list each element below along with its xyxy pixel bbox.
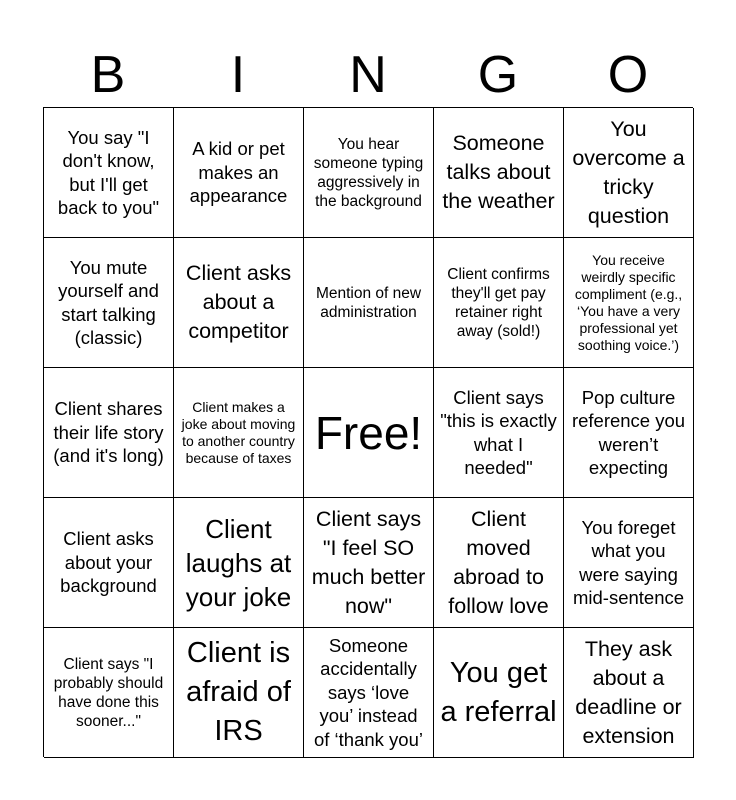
bingo-board	[43, 107, 693, 757]
bingo-cell-r1c4[interactable]	[434, 108, 564, 238]
bingo-cell-r4c4[interactable]	[434, 498, 564, 628]
bingo-cell-r4c5[interactable]	[564, 498, 694, 628]
bingo-cell-r5c2[interactable]	[174, 628, 304, 758]
cell-text: You get a referral	[440, 656, 557, 728]
bingo-cell-r3c1[interactable]	[44, 368, 174, 498]
header-letter-i: I	[230, 46, 246, 104]
cell-text: Client laughs at your joke	[185, 513, 292, 612]
cell-text: Client shares their life story (and it's long)	[53, 398, 164, 467]
bingo-cell-r3c2[interactable]	[174, 368, 304, 498]
bingo-cell-free[interactable]	[304, 368, 434, 498]
cell-text: A kid or pet makes an appearance	[189, 138, 288, 207]
cell-text: Mention of new administration	[315, 284, 422, 321]
bingo-cell-r5c5[interactable]	[564, 628, 694, 758]
cell-text: Client asks about a competitor	[185, 261, 292, 343]
cell-text: Client says "this is exactly what I needed"	[440, 386, 557, 478]
bingo-cell-r2c1[interactable]	[44, 238, 174, 368]
bingo-cell-r1c5[interactable]	[564, 108, 694, 238]
bingo-cell-r2c2[interactable]	[174, 238, 304, 368]
cell-text: Client makes a joke about moving to another country because of taxes	[181, 398, 296, 466]
cell-text: You overcome a tricky question	[572, 116, 685, 228]
header-letter-o: O	[607, 46, 649, 104]
cell-text: You foreget what you were saying mid-sentence	[572, 516, 685, 608]
cell-text: Client says "I feel SO much better now"	[311, 506, 426, 618]
cell-text: Someone talks about the weather	[442, 131, 555, 213]
cell-text: Client is afraid of IRS	[186, 637, 291, 747]
cell-text: You hear someone typing aggressively in the background	[313, 135, 424, 210]
cell-text: Pop culture reference you weren’t expecting	[571, 386, 686, 478]
cell-text: You say "I don't know, but I'll get back to you"	[57, 126, 160, 218]
header-letter-g: G	[477, 46, 519, 104]
cell-text: You receive weirdly specific compliment (e.g., ‘You have a very professional yet soothing voice.’)	[574, 251, 683, 353]
bingo-cell-r4c2[interactable]	[174, 498, 304, 628]
cell-text: Client asks about your background	[60, 528, 157, 597]
cell-text: You mute yourself and start talking (classic)	[58, 256, 159, 348]
bingo-cell-r3c4[interactable]	[434, 368, 564, 498]
bingo-cell-r2c5[interactable]	[564, 238, 694, 368]
bingo-cell-r1c3[interactable]	[304, 108, 434, 238]
header-letter-b: B	[90, 46, 126, 104]
bingo-cell-r1c2[interactable]	[174, 108, 304, 238]
bingo-cell-r1c1[interactable]	[44, 108, 174, 238]
bingo-header	[43, 44, 693, 106]
bingo-cell-r4c3[interactable]	[304, 498, 434, 628]
cell-text: Client moved abroad to follow love	[448, 506, 549, 618]
bingo-cell-r5c3[interactable]	[304, 628, 434, 758]
bingo-cell-r5c4[interactable]	[434, 628, 564, 758]
free-space-text: Free!	[314, 406, 423, 459]
cell-text: Client confirms they'll get pay retainer right away (sold!)	[447, 265, 550, 340]
bingo-cell-r4c1[interactable]	[44, 498, 174, 628]
bingo-cell-r2c4[interactable]	[434, 238, 564, 368]
bingo-cell-r3c5[interactable]	[564, 368, 694, 498]
header-letter-n: N	[349, 46, 387, 104]
bingo-cell-r2c3[interactable]	[304, 238, 434, 368]
cell-text: They ask about a deadline or extension	[575, 636, 682, 748]
cell-text: Client says "I probably should have done this sooner..."	[53, 655, 164, 730]
bingo-cell-r5c1[interactable]	[44, 628, 174, 758]
cell-text: Someone accidentally says ‘love you’ instead of ‘thank you’	[313, 634, 423, 750]
